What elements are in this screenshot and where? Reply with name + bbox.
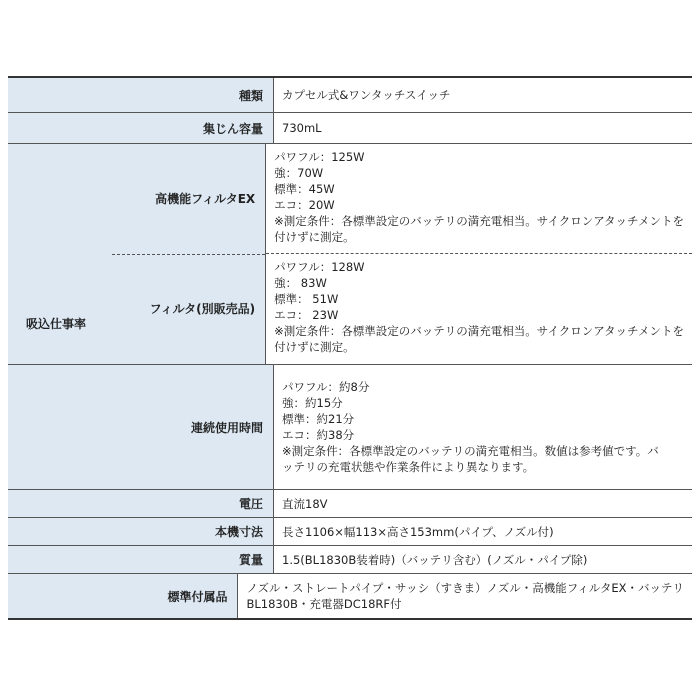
suction-values bbox=[266, 144, 692, 364]
filter-ex-line: 付けずに測定。 bbox=[274, 230, 355, 244]
row-size-header: 本機寸法 bbox=[8, 518, 274, 545]
row-mass-value bbox=[274, 546, 692, 573]
row-accessories bbox=[8, 574, 692, 618]
row-runtime bbox=[8, 365, 692, 490]
filter-ex-values bbox=[266, 144, 692, 254]
filter-opt-line: 付けずに測定。 bbox=[274, 340, 355, 354]
row-size-value bbox=[274, 518, 692, 545]
voltage-value: 直流18V bbox=[282, 496, 328, 511]
row-runtime-value bbox=[274, 365, 692, 489]
row-suction bbox=[8, 144, 692, 365]
runtime-line: エコ：約38分 bbox=[282, 428, 355, 442]
filter-opt-line: 標準： 51W bbox=[274, 292, 339, 306]
row-dust-header: 集じん容量 bbox=[8, 113, 274, 143]
runtime-line: パワフル：約8分 bbox=[282, 380, 370, 394]
filter-ex-line: 標準：45W bbox=[274, 182, 335, 196]
spec-table bbox=[8, 76, 692, 620]
type-value: カプセル式&ワンタッチスイッチ bbox=[282, 88, 451, 102]
filter-ex-line: 強：70W bbox=[274, 166, 324, 180]
filter-opt-line: 強： 83W bbox=[274, 276, 327, 290]
row-dust bbox=[8, 113, 692, 144]
runtime-line: 強：約15分 bbox=[282, 396, 343, 410]
row-type-value bbox=[274, 78, 692, 112]
runtime-line: ッテリの充電状態や作業条件により異なります。 bbox=[282, 460, 535, 474]
suction-label: 吸込仕事率 bbox=[26, 317, 87, 331]
runtime-line: 標準：約21分 bbox=[282, 412, 355, 426]
filter-ex-line: パワフル：125W bbox=[274, 150, 365, 164]
filter-opt-line: ※測定条件：各標準設定のバッテリの満充電相当。サイクロンアタッチメントを bbox=[274, 324, 684, 338]
row-type-header: 種類 bbox=[8, 78, 274, 112]
accessories-line: BL1830B・充電器DC18RF付 bbox=[246, 597, 402, 611]
row-runtime-header: 連続使用時間 bbox=[8, 365, 274, 489]
suction-divider bbox=[112, 254, 265, 255]
row-voltage bbox=[8, 490, 692, 518]
row-voltage-header: 電圧 bbox=[8, 490, 274, 517]
filter-opt-line: エコ： 23W bbox=[274, 308, 339, 322]
filter-opt-line: パワフル：128W bbox=[274, 260, 365, 274]
row-dust-value bbox=[274, 113, 692, 143]
filter-opt-label: フィルタ(別販売品) bbox=[149, 302, 256, 316]
filter-ex-label: 高機能フィルタEX bbox=[155, 192, 256, 206]
filter-ex-line: エコ：20W bbox=[274, 198, 335, 212]
row-mass bbox=[8, 546, 692, 574]
row-suction-header bbox=[8, 144, 266, 364]
row-mass-header: 質量 bbox=[8, 546, 274, 573]
row-size bbox=[8, 518, 692, 546]
mass-value: 1.5(BL1830B装着時)（バッテリ含む）(ノズル・パイプ除) bbox=[282, 552, 588, 567]
row-voltage-value bbox=[274, 490, 692, 517]
runtime-line: ※測定条件：各標準設定のバッテリの満充電相当。数値は参考値です。バ bbox=[282, 444, 659, 458]
row-type bbox=[8, 78, 692, 113]
row-accessories-header: 標準付属品 bbox=[8, 574, 238, 618]
accessories-line: ノズル・ストレートパイプ・サッシ（すきま）ノズル・高機能フィルタEX・バッテリ bbox=[246, 581, 684, 595]
size-value: 長さ1106×幅113×高さ153mm(パイプ、ノズル付) bbox=[282, 524, 554, 539]
row-accessories-value bbox=[238, 574, 692, 618]
filter-opt-values bbox=[266, 254, 692, 364]
filter-ex-line: ※測定条件：各標準設定のバッテリの満充電相当。サイクロンアタッチメントを bbox=[274, 214, 684, 228]
dust-value: 730mL bbox=[282, 121, 322, 135]
